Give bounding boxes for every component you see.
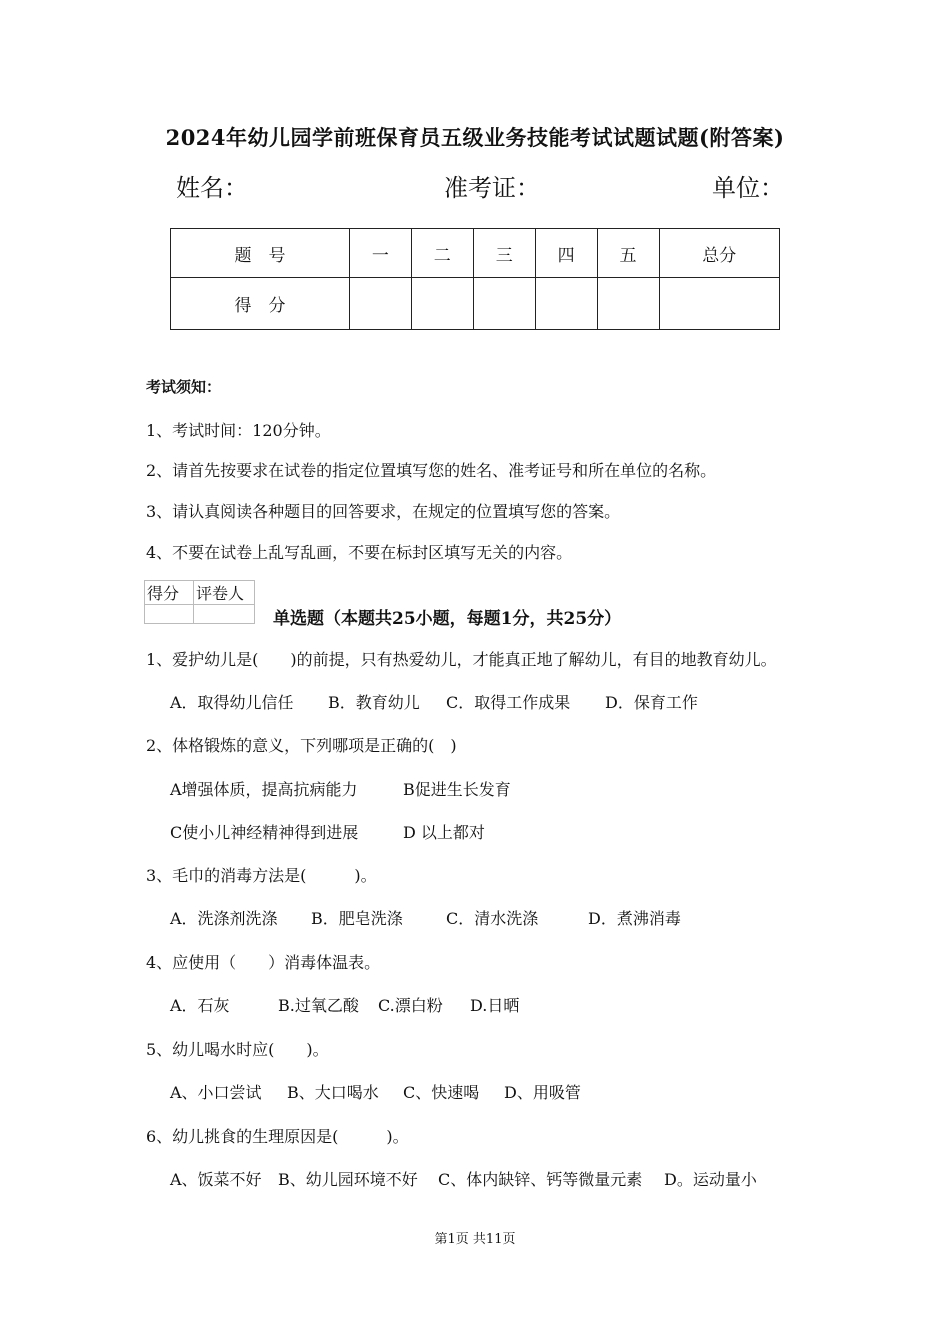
- question-4-option-d: D.日晒: [470, 996, 520, 1015]
- question-1: 1、爱护幼儿是( )的前提，只有热爱幼儿，才能真正地了解幼儿，有目的地教育幼儿。: [146, 650, 777, 669]
- question-6: 6、幼儿挑食的生理原因是( )。: [146, 1127, 409, 1146]
- score-table-header-cell: 五: [597, 229, 659, 278]
- score-table-score-row: [171, 278, 780, 330]
- question-1-option-d: D．保育工作: [605, 693, 698, 712]
- score-table-header-cell: 总分: [659, 229, 779, 278]
- score-table: [170, 228, 780, 330]
- notice-item: 4、不要在试卷上乱写乱画，不要在标封区填写无关的内容。: [146, 543, 573, 562]
- notice-heading: 考试须知：: [146, 378, 222, 396]
- question-5: 5、幼儿喝水时应( )。: [146, 1040, 329, 1059]
- score-cell[interactable]: [659, 278, 779, 330]
- name-field-label: 姓名：: [176, 174, 248, 202]
- question-2-option-d: D 以上都对: [403, 823, 485, 842]
- notice-item: 3、请认真阅读各种题目的回答要求，在规定的位置填写您的答案。: [146, 502, 621, 521]
- question-3: 3、毛巾的消毒方法是( )。: [146, 866, 377, 885]
- question-1-option-c: C．取得工作成果: [446, 693, 571, 712]
- question-4-option-b: B.过氧乙酸: [278, 996, 359, 1015]
- question-6-option-d: D。运动量小: [664, 1170, 757, 1189]
- question-6-option-a: A、饭菜不好: [170, 1170, 262, 1189]
- question-2-option-b: B促进生长发育: [403, 780, 511, 799]
- score-cell[interactable]: [597, 278, 659, 330]
- score-table-header-cell: 题 号: [171, 229, 350, 278]
- score-table-header-cell: 二: [411, 229, 473, 278]
- question-4-option-a: A．石灰: [170, 996, 230, 1015]
- exam-number-field-label: 准考证：: [444, 174, 540, 202]
- question-6-option-b: B、幼儿园环境不好: [278, 1170, 418, 1189]
- score-cell[interactable]: [473, 278, 535, 330]
- score-cell[interactable]: [535, 278, 597, 330]
- grader-score-label: 得分: [145, 581, 194, 605]
- score-table-header-cell: 四: [535, 229, 597, 278]
- grader-reviewer-cell[interactable]: [194, 605, 255, 624]
- score-table-header-cell: 一: [349, 229, 411, 278]
- question-5-option-c: C、快速喝: [403, 1083, 480, 1102]
- section-title: 单选题（本题共25小题，每题1分，共25分）: [273, 609, 622, 629]
- notice-item: 2、请首先按要求在试卷的指定位置填写您的姓名、准考证号和所在单位的名称。: [146, 461, 717, 480]
- question-1-option-b: B．教育幼儿: [328, 693, 420, 712]
- page-footer: 第1页 共11页: [434, 1232, 516, 1247]
- score-row-label: 得 分: [171, 278, 350, 330]
- question-6-option-c: C、体内缺锌、钙等微量元素: [438, 1170, 643, 1189]
- candidate-info-row: [176, 168, 788, 202]
- score-table-header-row: [171, 229, 780, 278]
- unit-field-label: 单位：: [712, 174, 784, 202]
- question-3-option-b: B．肥皂洗涤: [311, 909, 403, 928]
- document-title: 2024年幼儿园学前班保育员五级业务技能考试试题试题(附答案): [165, 125, 785, 150]
- question-2-option-c: C使小儿神经精神得到进展: [170, 823, 359, 842]
- score-cell[interactable]: [411, 278, 473, 330]
- question-2: 2、体格锻炼的意义，下列哪项是正确的( ): [146, 736, 457, 755]
- question-2-option-a: A增强体质，提高抗病能力: [170, 780, 358, 799]
- question-3-option-d: D．煮沸消毒: [588, 909, 681, 928]
- notice-item: 1、考试时间：120分钟。: [146, 421, 331, 440]
- question-5-option-b: B、大口喝水: [287, 1083, 379, 1102]
- score-table-header-cell: 三: [473, 229, 535, 278]
- question-3-option-c: C．清水洗涤: [446, 909, 539, 928]
- question-4: 4、应使用（ ）消毒体温表。: [146, 953, 381, 972]
- question-3-option-a: A．洗涤剂洗涤: [170, 909, 278, 928]
- question-1-option-a: A．取得幼儿信任: [170, 693, 294, 712]
- score-cell[interactable]: [349, 278, 411, 330]
- grader-box: [144, 580, 255, 624]
- grader-reviewer-label: 评卷人: [194, 581, 255, 605]
- grader-score-cell[interactable]: [145, 605, 194, 624]
- question-5-option-d: D、用吸管: [504, 1083, 581, 1102]
- question-4-option-c: C.漂白粉: [378, 996, 443, 1015]
- question-5-option-a: A、小口尝试: [170, 1083, 262, 1102]
